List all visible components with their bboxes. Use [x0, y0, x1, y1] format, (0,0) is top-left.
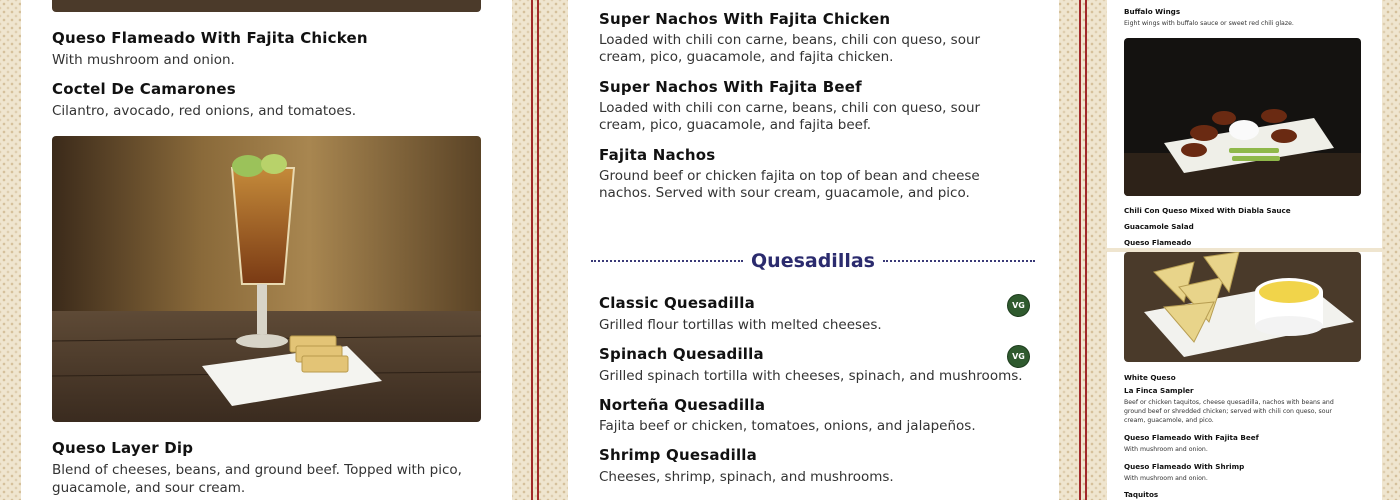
coctel-photo — [52, 136, 481, 422]
divider-line — [537, 0, 539, 500]
menu-item-desc: Loaded with chili con carne, beans, chili con queso, sour cream, pico, guacamole, and fajita beef. — [599, 100, 981, 133]
menu-item-title: Fajita Nachos — [599, 146, 716, 164]
menu-item-desc: Blend of cheeses, beans, and ground beef. Topped with pico, guacamole, and sour cream. — [52, 462, 462, 496]
menu-item-desc: Beef or chicken taquitos, cheese quesadilla, nachos with beans and ground beef or shredded chicken; served with chili con queso, sour cream, guacamole, and pico. — [1124, 399, 1334, 424]
menu-item-title: Shrimp Quesadilla — [599, 446, 757, 464]
menu-item-desc: Ground beef or chicken fajita on top of bean and cheese nachos. Served with sour cream, guacamole, and pico. — [599, 168, 980, 201]
menu-item-title: Queso Flameado With Fajita Beef — [1124, 433, 1259, 442]
menu-item-title: Queso Flameado With Shrimp — [1124, 462, 1245, 471]
menu-item-title: Queso Flameado — [1124, 238, 1192, 247]
menu-item-title: Super Nachos With Fajita Beef — [599, 78, 862, 96]
menu-item-desc: With mushroom and onion. — [1124, 475, 1208, 482]
menu-item-title: Queso Flameado With Fajita Chicken — [52, 29, 368, 47]
divider-line — [531, 0, 533, 500]
divider-line — [1079, 0, 1081, 500]
left-menu-panel — [21, 0, 512, 500]
menu-item-title: Super Nachos With Fajita Chicken — [599, 10, 891, 28]
menu-item-desc: With mushroom and onion. — [1124, 446, 1208, 453]
top-dish-photo — [52, 0, 481, 12]
menu-item-desc: Grilled flour tortillas with melted cheeses. — [599, 317, 882, 333]
divider-line — [1085, 0, 1087, 500]
menu-item-title: La Finca Sampler — [1124, 386, 1194, 395]
section-divider-dots — [591, 260, 743, 262]
middle-menu-panel — [568, 0, 1059, 500]
menu-item-title: Coctel De Camarones — [52, 80, 236, 98]
menu-item-title: Chili Con Queso Mixed With Diabla Sauce — [1124, 206, 1291, 215]
menu-item-desc: Eight wings with buffalo sauce or sweet red chili glaze. — [1124, 20, 1294, 27]
menu-item-title: Queso Layer Dip — [52, 439, 194, 457]
menu-item-desc: Fajita beef or chicken, tomatoes, onions, and jalapeños. — [599, 418, 976, 434]
menu-item-desc: Loaded with chili con carne, beans, chili con queso, sour cream, pico, guacamole, and fajita chicken. — [599, 32, 981, 65]
menu-item-title: Taquitos — [1124, 490, 1159, 499]
menu-item-title: Norteña Quesadilla — [599, 396, 766, 414]
menu-item-title: White Queso — [1124, 373, 1176, 382]
menu-item-title: Spinach Quesadilla — [599, 345, 764, 363]
menu-item-desc: With mushroom and onion. — [52, 52, 235, 68]
menu-item-title: Buffalo Wings — [1124, 7, 1181, 16]
menu-item-desc: Cheeses, shrimp, spinach, and mushrooms. — [599, 469, 894, 485]
menu-item-title: Guacamole Salad — [1124, 222, 1194, 231]
right-menu-panel — [1107, 0, 1382, 500]
section-divider-dots — [883, 260, 1035, 262]
menu-item-desc: Grilled spinach tortilla with cheeses, spinach, and mushrooms. — [599, 368, 1023, 384]
menu-item-title: Classic Quesadilla — [599, 294, 755, 312]
buffalo-wings-photo — [1124, 38, 1361, 196]
section-title: Quesadillas — [751, 250, 875, 272]
vegetarian-badge: VG — [1007, 345, 1030, 368]
section-heading — [591, 250, 1035, 272]
vegetarian-badge: VG — [1007, 294, 1030, 317]
white-queso-photo — [1124, 252, 1361, 362]
menu-item-desc: Cilantro, avocado, red onions, and tomatoes. — [52, 103, 357, 119]
